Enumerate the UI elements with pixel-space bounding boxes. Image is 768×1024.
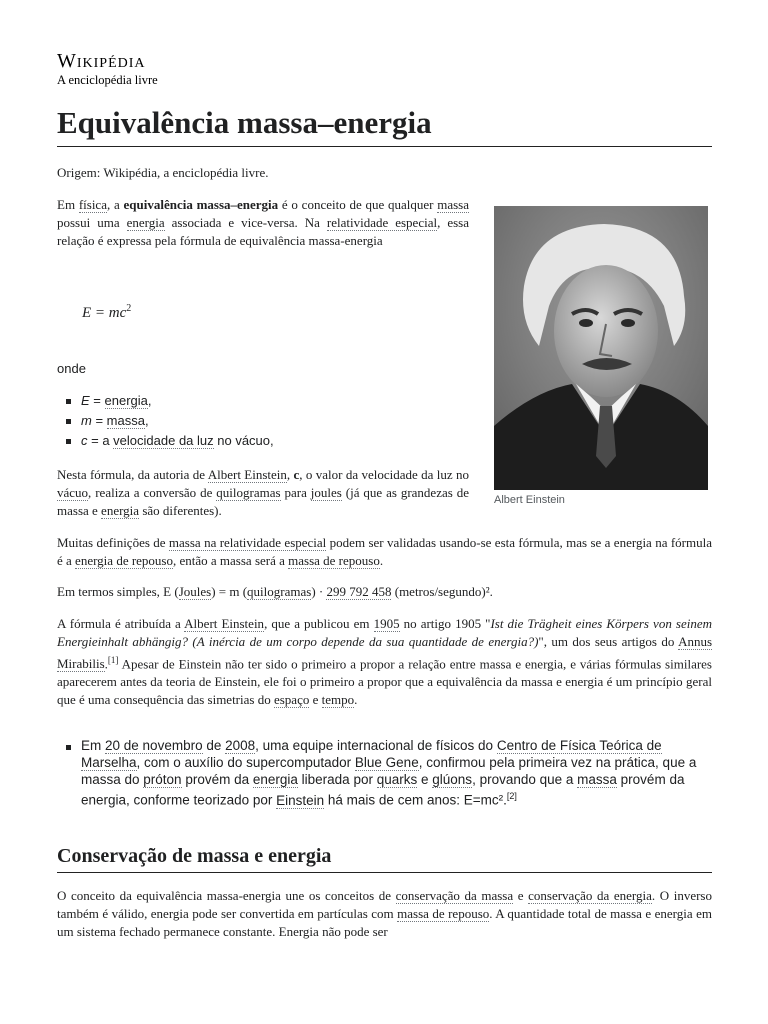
link-fisica[interactable]: física: [78, 197, 107, 212]
page-title: Equivalência massa–energia: [57, 104, 712, 147]
link-20-novembro[interactable]: 20 de novembro: [105, 738, 203, 753]
image-caption: Albert Einstein: [494, 494, 565, 506]
reference-1[interactable]: [1]: [107, 655, 119, 665]
link-annus-mirabilis[interactable]: Annus Mirabilis: [57, 634, 713, 672]
link-quilogramas[interactable]: quilogramas: [216, 485, 281, 500]
link-def-velocidade-luz[interactable]: velocidade da luz: [113, 433, 214, 448]
link-relatividade-especial[interactable]: relatividade especial: [326, 215, 438, 230]
link-espaco[interactable]: espaço: [273, 692, 310, 708]
link-def-energia[interactable]: energia: [104, 393, 148, 408]
onde-label: onde: [57, 361, 86, 376]
link-massa-repouso[interactable]: massa de repouso: [288, 553, 380, 568]
list-item: Em 20 de novembro de 2008, uma equipe internacional de físicos do Centro de Física Teórica de Marselha, com o auxílio do supercomputador Blue Gene, confirmou pela primeira vez na prática, que a massa do próton provém da energia liberada por quarks e glúons, provando que a massa provém da energia, conforme teorizado por Einstein há mais de cem anos: E=mc².[2]: [57, 737, 712, 809]
section-heading-conservacao: Conservação de massa e energia: [57, 843, 712, 873]
link-conservacao-energia[interactable]: conservação da energia: [528, 888, 652, 903]
link-quilogramas-2[interactable]: quilogramas: [247, 584, 312, 599]
link-conservacao-massa[interactable]: conservação da massa: [395, 888, 514, 903]
einstein-portrait-image: [494, 206, 708, 490]
link-albert-einstein-2[interactable]: Albert Einstein: [184, 616, 265, 631]
origin-note: Origem: Wikipédia, a enciclopédia livre.: [57, 165, 269, 180]
intro-paragraph: Em física, a equivalência massa–energia é o conceito de que qualquer massa possui uma energia associada e vice-versa. Na relatividade especial, essa relação é expressa pela fórmula de equivalência massa-energia: [57, 197, 469, 248]
link-energia-repouso[interactable]: energia de repouso: [75, 553, 173, 568]
link-albert-einstein[interactable]: Albert Einstein: [207, 467, 287, 482]
link-energia-3[interactable]: energia: [252, 772, 298, 787]
muitas-paragraph: Muitas definições de massa na relatividade especial podem ser validadas usando-se esta fórmula, mas se a energia na fórmula é a energia de repouso, então a massa será a massa de repouso.: [57, 535, 712, 568]
link-massa-2[interactable]: massa: [577, 772, 617, 787]
link-gluons[interactable]: glúons: [432, 772, 473, 787]
list-item: c = a velocidade da luz no vácuo,: [57, 431, 274, 451]
logo-title: Wikipédia: [57, 50, 146, 72]
link-2008[interactable]: 2008: [225, 738, 256, 753]
link-centro-fisica-teorica[interactable]: Centro de Física Teórica de Marselha: [81, 738, 662, 770]
logo-subtitle: A enciclopédia livre: [57, 73, 158, 87]
einstein-photo[interactable]: [494, 206, 708, 490]
definitions-list: [57, 391, 274, 451]
link-quarks[interactable]: quarks: [376, 772, 418, 787]
atribuida-paragraph: A fórmula é atribuída a Albert Einstein, que a publicou em 1905 no artigo 1905 "Ist die Trägheit eines Körpers von seinem Energieinhalt abhängig? (A inércia de um corpo depende da sua quantidade de energia?)", um dos seus artigos do Annus Mirabilis.[1] Apesar de Einstein não ter sido o primeiro a propor a relação entre massa e energia, e várias fórmulas similares aparecerem antes da teoria de Einstein, ele foi o primeiro a propor que a equivalência da massa e energia é um princípio geral que é uma consequência das simetrias do espaço e tempo.: [57, 616, 713, 708]
wikipedia-logo[interactable]: [57, 50, 158, 87]
bold-term: equivalência massa–energia: [123, 197, 279, 212]
reference-2[interactable]: [2]: [506, 791, 517, 801]
link-1905[interactable]: 1905: [373, 616, 400, 631]
news-list: [57, 737, 712, 809]
nesta-paragraph: Nesta fórmula, da autoria de Albert Einstein, c, o valor da velocidade da luz no vácuo, realiza a conversão de quilogramas para joules (já que as grandezas de massa e energia são diferentes).: [57, 467, 469, 518]
list-item: E = energia,: [57, 391, 274, 411]
einstein-figure: [494, 206, 708, 506]
link-energia[interactable]: energia: [126, 215, 165, 230]
link-massa-relatividade[interactable]: massa na relatividade especial: [168, 535, 327, 550]
link-joules-2[interactable]: Joules: [178, 584, 212, 599]
link-299792458[interactable]: 299 792 458: [326, 584, 392, 599]
link-joules[interactable]: joules: [310, 485, 342, 500]
link-energia-2[interactable]: energia: [101, 503, 140, 518]
link-blue-gene[interactable]: Blue Gene: [354, 755, 419, 770]
conservacao-paragraph: O conceito da equivalência massa-energia une os conceitos de conservação da massa e conservação da energia. O inverso também é válido, energia pode ser convertida em partículas com massa de repouso. A quantidade total de massa e energia em um sistema fechado permanece constante. Energia não pode ser: [57, 888, 712, 939]
simples-paragraph: Em termos simples, E (Joules) = m (quilogramas) · 299 792 458 (metros/segundo)².: [57, 584, 493, 599]
link-proton[interactable]: próton: [143, 772, 182, 787]
link-einstein[interactable]: Einstein: [276, 792, 325, 808]
link-tempo[interactable]: tempo: [321, 692, 355, 708]
link-def-massa[interactable]: massa: [106, 413, 145, 428]
formula-emc2: $E = mc^2$: [82, 303, 132, 321]
link-vacuo[interactable]: vácuo: [57, 485, 89, 500]
list-item: m = massa,: [57, 411, 274, 431]
link-massa[interactable]: massa: [437, 197, 469, 212]
link-massa-repouso-2[interactable]: massa de repouso: [397, 906, 490, 921]
